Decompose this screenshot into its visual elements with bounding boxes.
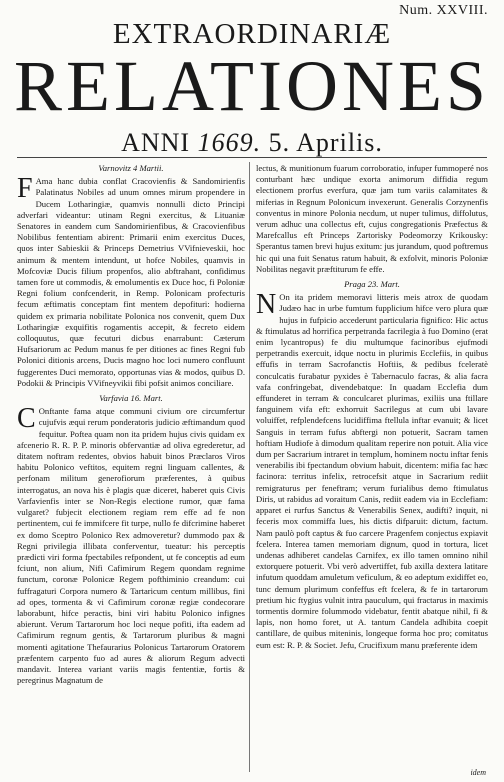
article-praga bbox=[256, 289, 488, 651]
article-varnovitz bbox=[17, 173, 245, 389]
article-continued: lectus, & munitionum fuarum corroboratio, infuper fummoperé nos conturbant hæc undique exorta animorum diffidia regum electionem prorfus everfura, quæ jam tum variis calamitates & miferias in Regnum Polonicum invexerunt. Generalis Corzynenfis conventus in minore Polonia necdum, ut nuper tulimus, diffolutus, verum adhuc una collectus eft, cujus congregationis Præfectus & Marefcallus eft Princeps Zartorisky Podeomorzy Krikousky: Sperantus tamen brevi hujus exitum: jus jurandum, quod poftremus hic qui una fuit Senatus ratum habuit, & exfolvit, minoris Poloniæ Nobilitas negavit præftiturum fe effe. bbox=[256, 163, 488, 274]
header-rule bbox=[17, 157, 487, 158]
date: 5. Aprilis. bbox=[268, 128, 383, 157]
left-column bbox=[17, 163, 245, 778]
dropcap: C bbox=[17, 403, 36, 435]
article-text: Onftante fama atque communi civium ore circumfertur cujufvis æqui rerum ponderatoris judicio æftimandum quod fequitur. Poftea quam non ita pridem hujus civis quidam ex afcenerio R. R. P. P. minoris obfervantiæ ad oliva egrederetur, ad ditatem noftram redentes, obvios habuit binos Præclaros Viros habitu Polonico veftitos, equitem regni linguam callentes, & perfonam militum generofiorum præferentes, à quibus interrogatus, an nova his è plagis quæ diceret, haberet quis Civis Varfavienfis inter se Non-Regis electione rumor, quæ fama vulgaret? fubjecit electionem regiam rem effe ad fe non pertinentem, cui fe immifcere fit turpe, nullo fe difcrimine haberet ex domo Sceptro Polonico Rex admoveretur? dummodo pax & Regni privilegia illibata conferventur, tueatur: his perceptis prædicti viri forma fpectabiles refpondent, ut fe conceptis ad eum fciunt, non alium, Nifi Cafimirum Regem quondam regnime functum, coronæ Polonicæ Regem pofthiminio creandum: cui fuffragaturi Corpora numero & Tartaricum centum millibus, fini ad opes, tormenta & vi Cafimirum coronæ regiæ condecorare laborabunt, hifce peractis, bini viri habitu Polonico infignes abierunt. Verum Tartarorum hoc loci neque pofiti, ifta eadem ad Cafimirum regnum gentis, & Tartarorum pluribus & magni momenti agitatione Thefaurarius Polonicus Tartarorum Oratorem præfentem carpento fuo ad aures & aliorum Regum advecti mandavit. Interea variant variis magis fententiæ, fortis & peregrinus Magnatum de bbox=[17, 406, 245, 686]
anni-label: ANNI bbox=[121, 128, 191, 157]
title-extraordinariae: EXTRAORDINARIÆ bbox=[112, 18, 392, 50]
dropcap: N bbox=[256, 289, 277, 321]
column-divider bbox=[249, 162, 250, 772]
article-text: On ita pridem memoravi litteris meis atrox de quodam Judæo hac in urbe fumtum fupplicium hifce vero plura quæ hujus in fufpicio accederunt particularia fignifico: Hic actus & ftimulatus ad horrifica perpetranda facrilegia à fuo Domino (erat enim lycantropus) fe diu multumque facinoribus ejufmodi perpetrandis exercuit, idque noctu in plurimis Ecclefiis, in quibus effufis in terram Sacrofanctis Hoftiis, & pedibus fceleratè conculcatis furabatur pyxides è Tabernaculo facras, & alia facra vafa confringebat, divendebatque: In quadam Ecclefia dum effunderet in terram & conculcaret plurimas, exiliis una ftillare fanguinem vifa eft: exhorruit Sacrilegus at cum ubi lavare voluiffet, refplendefcens lucidiffima ftellula inftar evanuit; & licet Sanguis in terram fufus abftergi non potuerit, Sacram tamen hoftiam Hudiofe à dimodum qualitam reperire non potuit. Alia vice dum per Sacrarium intraret in templum, hominem noctu inftar fenis venerabilis ibi fpectandum obvium habuit, dicentem: mifia fac hæc facinora: territus infelix, retrocefsit atque in Sacrarium rediit remigraturus per feneftram; verum furialibus demo ftimulatus Diris, ut rabidus ad voraitum Canis, rediit eadem via in Ecclefiam: apparet ei rurfus Sanctus & Venerabilis Senex, audifti? inquit, ni feceris mox commiffa lues, his dictis difparuit: dictum, factum. Nam paulò poft captus & fuo carcere Pragenfem conjectus expiavit fcelera. Interea tamen memoriam dignum, quod in tortura, licet undenas adhiberet candelas Carnifex, ex illo tamen omnino nihil extorquere potuerit. Vbi verò advertiffet, fub axilla dextera latitare infutum quoddam amuletum veficulum, & eo adeptum exidiffet eo, tunc demum plurimum confeffus eft fcelera, & fe in tartarorum pretium hic ftygius vulnit intra pauculum, qui fractarus in maximis tormentis dormire folummodo videbatur, fentit abatque nihil, fi & lapis, non homo foret, ut A. tantum Candela adhibita coepit cantillare, de quibus miteninis, longeque forma hoc pro; comitatus eum est: R. P. & Societ. Jefu, Crucifixum manu præferente idem bbox=[256, 292, 488, 650]
year: 1669. bbox=[197, 128, 262, 157]
article-text: Ama hanc dubia conflat Cracovienfis & Sandomirienfis Palatinatus Nobiles ad unum omnes mirum propendere in Ducem Lotharingiæ, quamvis nonnulli dicto Principi adverfari videantur: utinam Regni exercitus, & Lituaniæ Senatores in eandem cum Sandomirienfibus, & Cracovienfibus Nobilibus fententiam abirent: Primarii enim exercitus Duces, quos inter Sabieskii & Princeps Demetrius VVifnieveskii, hoc animum & mentem intendunt, ut hofce Nobiles, quamvis in Mofcoviæ Ducis filium propenfos, alio abftrahant, confidimus tamen fore ut commodis, & emolumentis ex Duce hoc, fi Poloniæ Regni folium confcenderit, in Remp. Polonicam profecturis fecum æftimatis conceptam fint mentem depofituri: hodierna quidem ex primaria nobilitate Polonica nos convenit, quem Dux Lotharingiæ exquifitis rogamentis accepit, & fecreto eidem colloquutus, quæ fecuturi dicbus enarrabunt: Cæterum Hufsariorum ac Pedum manus fe per ditiones ac fines Regni fub Polonici ditionis arcens, Ducis magno hoc loci numero confluunt fuggerentes Duci memorato, opportunas vias & modos, quibus D. Podokii & Principis VVifneyvikii fibi pofsit animos conciliare. bbox=[17, 176, 245, 388]
issue-number: Num. XXVIII. bbox=[399, 3, 488, 18]
dateline-varsavia: Varfavia 16. Mart. bbox=[99, 393, 163, 404]
right-column bbox=[256, 163, 488, 775]
catchword: idem bbox=[470, 768, 486, 777]
dateline-praga: Praga 23. Mart. bbox=[344, 279, 400, 290]
article-varsavia bbox=[17, 403, 245, 686]
title-relationes: RELATIONES bbox=[14, 46, 490, 126]
dropcap: F bbox=[17, 173, 33, 205]
dateline-varnovitz: Varnovitz 4 Martii. bbox=[98, 163, 164, 173]
issue-date-line bbox=[0, 128, 504, 158]
